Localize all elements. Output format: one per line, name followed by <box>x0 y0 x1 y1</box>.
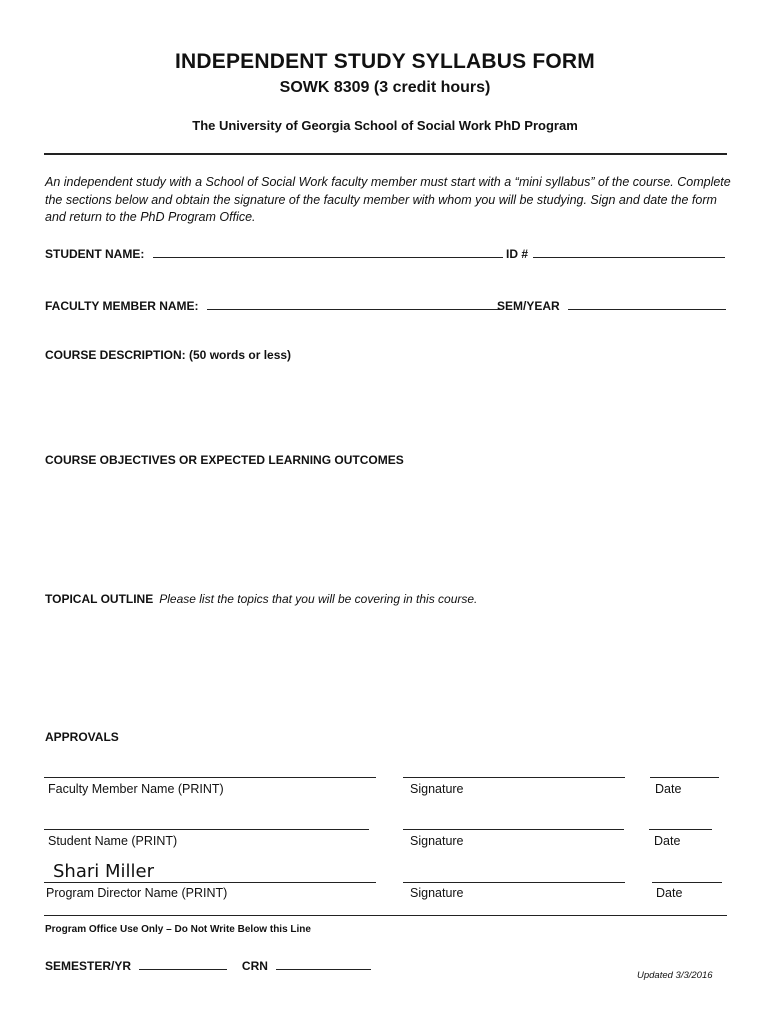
course-objectives-area[interactable] <box>45 473 725 583</box>
id-row <box>506 244 725 263</box>
updated-date: Updated 3/3/2016 <box>637 970 713 981</box>
faculty-name-row <box>45 296 502 315</box>
student-signature-line[interactable] <box>403 829 624 830</box>
sem-year-label: SEM/YEAR <box>497 299 560 313</box>
id-field[interactable] <box>533 244 725 258</box>
faculty-date-label: Date <box>655 782 682 796</box>
student-name-row <box>45 244 503 263</box>
semester-row <box>45 956 371 975</box>
program-name: The University of Georgia School of Social Work PhD Program <box>192 118 578 133</box>
student-date-line[interactable] <box>649 829 712 830</box>
director-date-label: Date <box>656 886 683 900</box>
course-description-area[interactable] <box>45 368 725 448</box>
semester-field[interactable] <box>139 956 227 970</box>
office-use-note: Program Office Use Only – Do Not Write Below this Line <box>45 924 311 935</box>
director-signature-line[interactable] <box>403 882 625 883</box>
sem-year-row <box>497 296 726 315</box>
faculty-name-label: FACULTY MEMBER NAME: <box>45 299 199 313</box>
director-name-value[interactable]: Shari Miller <box>53 861 154 882</box>
topical-outline-label: TOPICAL OUTLINE <box>45 592 154 606</box>
course-code: SOWK 8309 (3 credit hours) <box>279 79 491 96</box>
approvals-heading: APPROVALS <box>45 730 119 744</box>
topical-outline-note: Please list the topics that you will be covering in this course. <box>159 592 478 606</box>
topical-outline-heading <box>45 592 477 606</box>
id-label: ID # <box>506 247 529 261</box>
header-divider <box>44 153 727 155</box>
form-title: INDEPENDENT STUDY SYLLABUS FORM <box>174 50 595 73</box>
faculty-print-label: Faculty Member Name (PRINT) <box>48 782 224 796</box>
student-print-line[interactable] <box>44 829 369 830</box>
student-name-label: STUDENT NAME: <box>45 247 145 261</box>
student-name-field[interactable] <box>153 244 503 258</box>
course-description-heading: COURSE DESCRIPTION: (50 words or less) <box>45 348 292 362</box>
student-print-label: Student Name (PRINT) <box>48 834 178 848</box>
student-date-label: Date <box>654 834 681 848</box>
office-divider <box>44 915 727 916</box>
director-signature-label: Signature <box>410 886 464 900</box>
crn-label: CRN <box>241 959 268 973</box>
faculty-name-field[interactable] <box>207 296 502 310</box>
director-date-line[interactable] <box>652 882 722 883</box>
faculty-signature-line[interactable] <box>403 777 625 778</box>
faculty-print-line[interactable] <box>44 777 376 778</box>
faculty-signature-label: Signature <box>410 782 464 796</box>
crn-field[interactable] <box>276 956 371 970</box>
semester-label: SEMESTER/YR <box>45 959 132 973</box>
director-print-label: Program Director Name (PRINT) <box>46 886 228 900</box>
instructions-text: An independent study with a School of Social Work faculty member must start with a “mini syllabus” of the course. Complete the sections below and obtain the signature of the faculty member with whom you will be studying. Sign and date the form and return to the PhD Program Office. <box>45 175 731 224</box>
faculty-date-line[interactable] <box>650 777 719 778</box>
course-objectives-heading: COURSE OBJECTIVES OR EXPECTED LEARNING OUTCOMES <box>45 453 404 467</box>
topical-outline-area[interactable] <box>45 612 725 722</box>
sem-year-field[interactable] <box>568 296 726 310</box>
student-signature-label: Signature <box>410 834 464 848</box>
director-print-line[interactable] <box>44 882 376 883</box>
